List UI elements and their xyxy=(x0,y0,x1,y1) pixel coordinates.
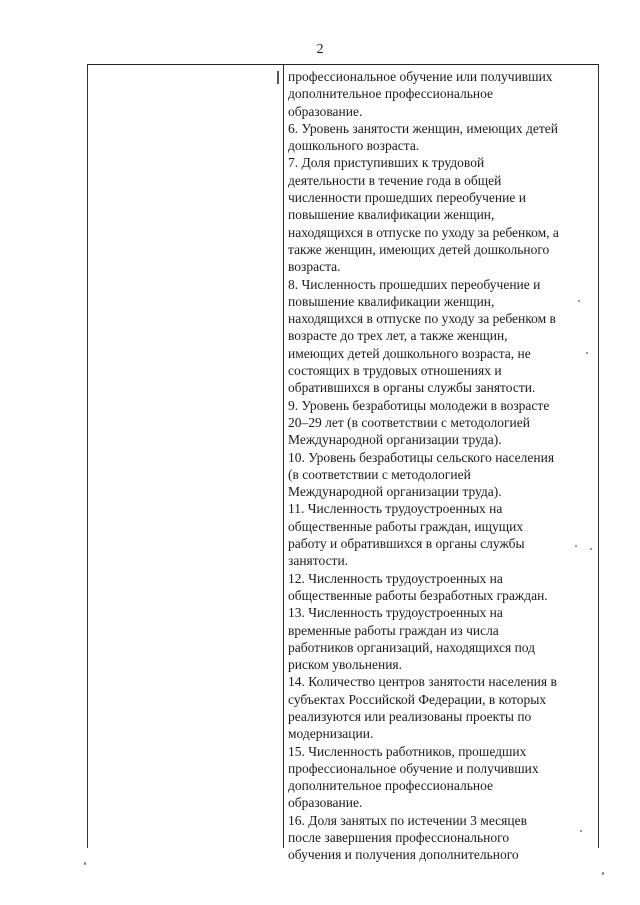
text-line: после завершения профессионального xyxy=(288,830,510,846)
text-line: общественные работы безработных граждан. xyxy=(288,587,548,603)
text-line: 9. Уровень безработицы молодежи в возрасте xyxy=(288,397,550,413)
page-number: 2 xyxy=(316,42,324,57)
text-line: образование. xyxy=(288,795,363,811)
text-line: образование. xyxy=(288,103,363,119)
text-line: дополнительное профессиональное xyxy=(288,86,494,102)
text-line: 13. Численность трудоустроенных на xyxy=(288,605,503,621)
scan-speck xyxy=(586,352,588,354)
text-line: временные работы граждан из числа xyxy=(288,622,499,638)
text-line: Международной организации труда). xyxy=(288,484,502,500)
text-line: 6. Уровень занятости женщин, имеющих детей xyxy=(288,120,558,136)
text-line: 8. Численность прошедших переобучение и xyxy=(288,276,541,292)
text-line: 14. Количество центров занятости населения в xyxy=(288,674,557,690)
text-line: 10. Уровень безработицы сельского населения xyxy=(288,449,555,465)
text-line: 16. Доля занятых по истечении 3 месяцев xyxy=(288,812,527,828)
text-line: модернизации. xyxy=(288,726,374,742)
text-line: субъектах Российской Федерации, в которых xyxy=(288,691,547,707)
column-divider xyxy=(283,65,284,848)
text-line: занятости. xyxy=(288,553,349,569)
scan-speck xyxy=(590,548,592,550)
document-table xyxy=(87,64,599,863)
scan-speck xyxy=(580,830,582,832)
text-line: возраста. xyxy=(288,259,341,275)
text-line: работников организаций, находящихся под xyxy=(288,639,536,655)
text-line: состоящих в трудовых отношениях и xyxy=(288,363,502,379)
text-line: имеющих детей дошкольного возраста, не xyxy=(288,345,531,361)
text-line: возрасте до трех лет, а также женщин, xyxy=(288,328,508,344)
scan-speck xyxy=(575,545,577,547)
text-line: 20–29 лет (в соответствии с методологией xyxy=(288,414,530,430)
text-line: 12. Численность трудоустроенных на xyxy=(288,570,503,586)
text-line: дополнительное профессиональное xyxy=(288,778,494,794)
text-line: профессиональное обучение и получивших xyxy=(288,760,539,776)
scan-speck xyxy=(84,862,86,865)
text-line: работу и обратившихся в органы службы xyxy=(288,536,525,552)
text-line: (в соответствии с методологией xyxy=(288,466,471,482)
text-line: находящихся в отпуске по уходу за ребенком, а xyxy=(288,224,559,240)
text-line: Международной организации труда). xyxy=(288,432,502,448)
text-line: 7. Доля приступивших к трудовой xyxy=(288,155,485,171)
scan-speck xyxy=(578,300,580,302)
text-line: обучения и получения дополнительного xyxy=(288,847,519,863)
text-line: риском увольнения. xyxy=(288,657,402,673)
text-line: повышение квалификации женщин, xyxy=(288,293,495,309)
text-line: 15. Численность работников, прошедших xyxy=(288,743,527,759)
text-line: также женщин, имеющих детей дошкольного xyxy=(288,241,550,257)
text-line: численности прошедших переобучение и xyxy=(288,190,526,206)
text-line: повышение квалификации женщин, xyxy=(288,207,495,223)
text-line: общественные работы граждан, ищущих xyxy=(288,518,524,534)
text-line: реализуются или реализованы проекты по xyxy=(288,708,532,724)
scan-speck xyxy=(602,872,604,875)
text-line: дошкольного возраста. xyxy=(288,138,420,154)
text-line: находящихся в отпуске по уходу за ребенком в xyxy=(288,311,556,327)
table-right-cell xyxy=(288,68,598,864)
text-line: обратившихся в органы службы занятости. xyxy=(288,380,536,396)
text-line: 11. Численность трудоустроенных на xyxy=(288,501,503,517)
text-line: деятельности в течение года в общей xyxy=(288,172,502,188)
scan-artifact-mark xyxy=(277,71,279,84)
text-line: профессиональное обучение или получивших xyxy=(288,69,553,84)
table-left-cell xyxy=(88,65,283,848)
